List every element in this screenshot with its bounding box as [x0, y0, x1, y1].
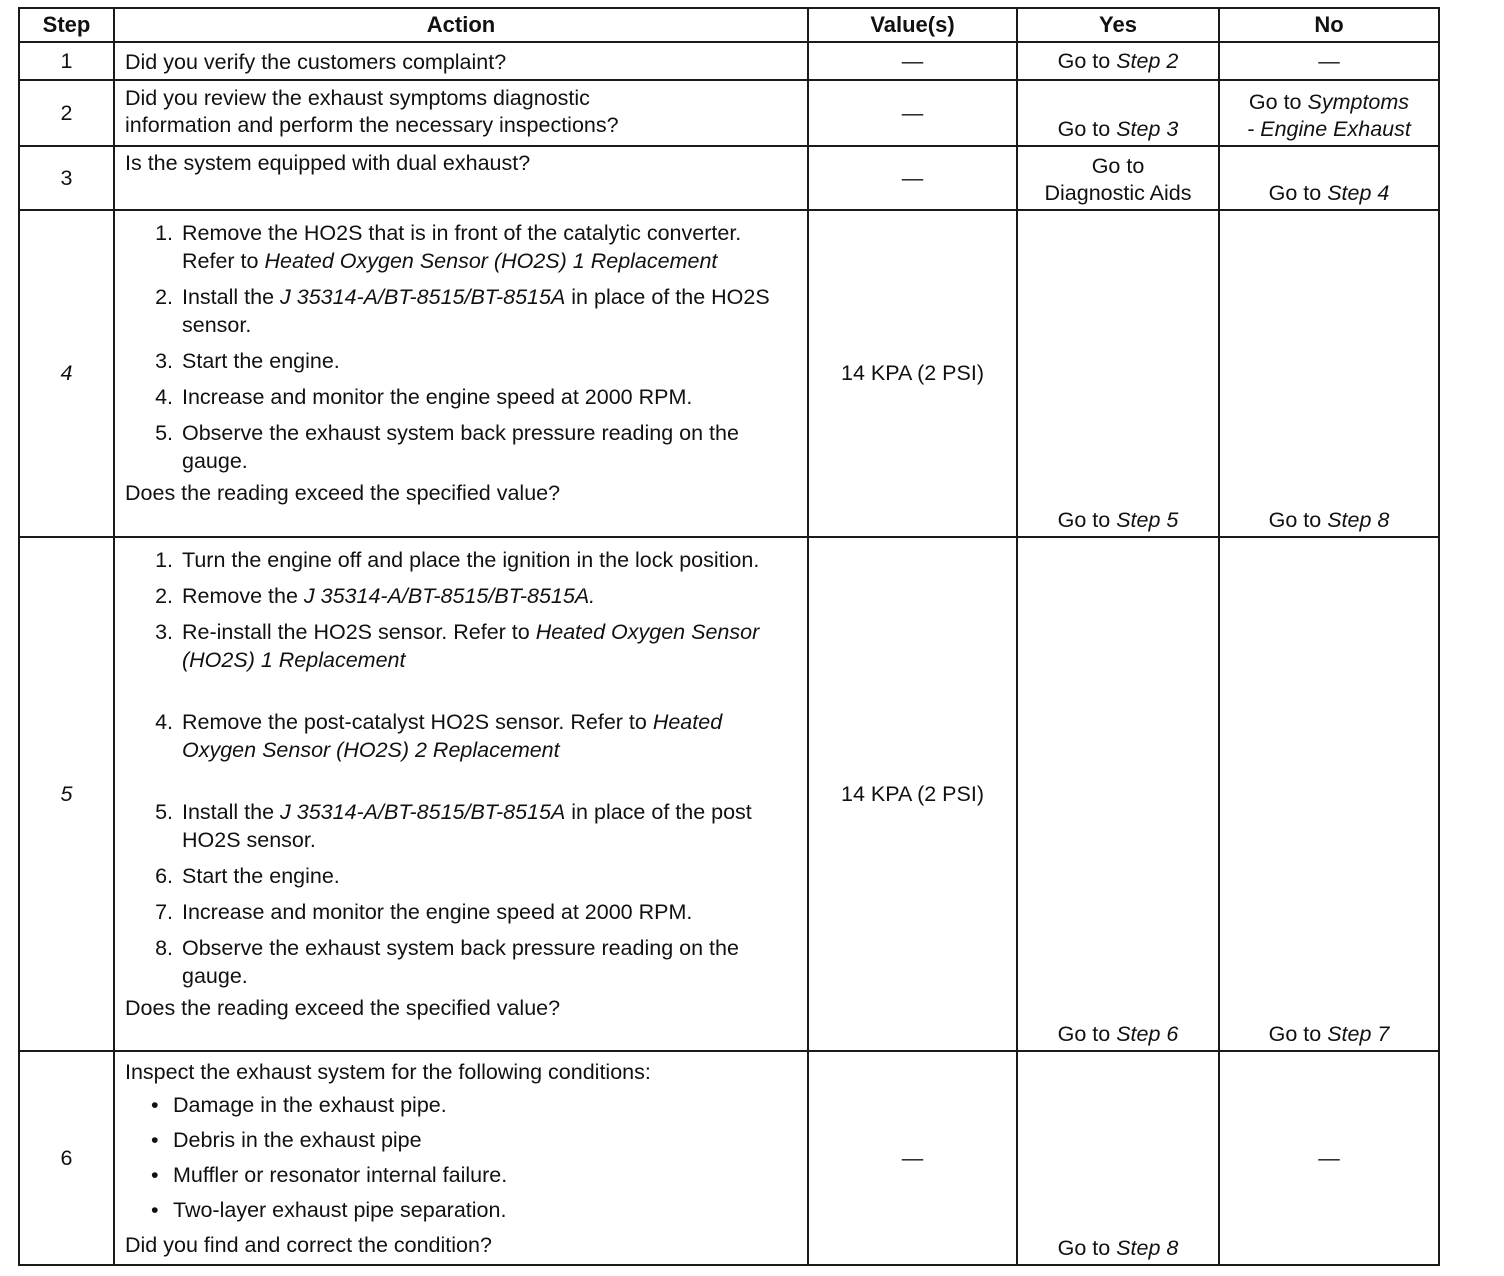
list-item: • Debris in the exhaust pipe: [173, 1123, 797, 1158]
action-cell: [114, 80, 808, 146]
step-number: 1: [19, 42, 114, 80]
list-item: 7. Increase and monitor the engine speed at 2000 RPM.: [179, 898, 797, 926]
question: Did you find and correct the condition?: [125, 1233, 492, 1257]
step-link: - Engine Exhaust: [1247, 117, 1411, 141]
table-row: [19, 42, 1439, 80]
list-item: • Damage in the exhaust pipe.: [173, 1088, 797, 1123]
question-line: Did you review the exhaust symptoms diagnostic: [125, 86, 590, 110]
step-number: 3: [19, 146, 114, 210]
step-number: 6: [19, 1051, 114, 1265]
value-cell: —: [808, 80, 1017, 146]
yes-cell: Go to Step 2: [1017, 42, 1219, 80]
list-item: • Two-layer exhaust pipe separation.: [173, 1193, 797, 1228]
no-cell: —: [1219, 1051, 1439, 1265]
value-cell: —: [808, 42, 1017, 80]
diagnostic-table: [18, 7, 1440, 1266]
step-link: Step 6: [1116, 1022, 1179, 1046]
action-cell: [114, 1051, 808, 1265]
no-cell: Go to Step 7: [1219, 537, 1439, 1051]
question: Is the system equipped with dual exhaust?: [125, 151, 531, 175]
value-cell: 14 KPA (2 PSI): [808, 537, 1017, 1051]
yes-cell: Go to Step 6: [1017, 537, 1219, 1051]
question-line: information and perform the necessary inspections?: [125, 113, 619, 137]
step-number: 5: [19, 537, 114, 1051]
value-cell: —: [808, 1051, 1017, 1265]
no-cell: Go to Step 4: [1219, 146, 1439, 210]
no-cell: —: [1219, 42, 1439, 80]
header-row: [19, 8, 1439, 42]
inspect-intro: Inspect the exhaust system for the following conditions:: [125, 1060, 651, 1084]
table-row: [19, 210, 1439, 537]
no-cell: Go to Step 8: [1219, 210, 1439, 537]
yes-cell: Go to Diagnostic Aids: [1017, 146, 1219, 210]
action-cell: [114, 146, 808, 210]
list-item: 6. Start the engine.: [179, 862, 797, 890]
table-row: [19, 1051, 1439, 1265]
header-yes: Yes: [1017, 8, 1219, 42]
action-steps: [125, 546, 797, 990]
list-item: 4. Remove the post-catalyst HO2S sensor. Refer to Heated Oxygen Sensor (HO2S) 2 Replacement: [179, 708, 797, 764]
question: Did you verify the customers complaint?: [125, 50, 507, 74]
no-cell: Go to Symptoms - Engine Exhaust: [1219, 80, 1439, 146]
yes-cell: Go to Step 8: [1017, 1051, 1219, 1265]
list-item: 3. Start the engine.: [179, 347, 797, 375]
yes-cell: Go to Step 3: [1017, 80, 1219, 146]
list-item: 2. Remove the J 35314-A/BT-8515/BT-8515A.: [179, 582, 797, 610]
action-cell: [114, 42, 808, 80]
list-item: 1. Remove the HO2S that is in front of the catalytic converter. Refer to Heated Oxygen Sensor (HO2S) 1 Replacement: [179, 219, 797, 275]
table-row: [19, 537, 1439, 1051]
list-item: • Muffler or resonator internal failure.: [173, 1158, 797, 1193]
header-values: Value(s): [808, 8, 1017, 42]
step-link: Step 3: [1116, 117, 1179, 141]
step-link: Step 7: [1327, 1022, 1390, 1046]
step-number: 4: [19, 210, 114, 537]
header-step: Step: [19, 8, 114, 42]
step-link: Symptoms: [1307, 90, 1410, 114]
tool-name: J 35314-A/BT-8515/BT-8515A: [280, 800, 566, 824]
question: Does the reading exceed the specified value?: [125, 481, 561, 505]
header-action: Action: [114, 8, 808, 42]
list-item: 2. Install the J 35314-A/BT-8515/BT-8515A in place of the HO2S sensor.: [179, 283, 797, 339]
step-number: 2: [19, 80, 114, 146]
step-link: Step 2: [1116, 48, 1179, 73]
action-cell: [114, 537, 808, 1051]
tool-name: J 35314-A/BT-8515/BT-8515A: [280, 285, 566, 309]
header-no: No: [1219, 8, 1439, 42]
condition-list: [125, 1088, 797, 1228]
step-link: Step 8: [1116, 1236, 1179, 1260]
table-row: [19, 146, 1439, 210]
tool-name: J 35314-A/BT-8515/BT-8515A.: [303, 584, 596, 608]
table-row: [19, 80, 1439, 146]
value-cell: —: [808, 146, 1017, 210]
step-link: Step 5: [1116, 508, 1179, 532]
action-steps: [125, 219, 797, 475]
action-cell: [114, 210, 808, 537]
list-item: 8. Observe the exhaust system back pressure reading on the gauge.: [179, 934, 797, 990]
list-item: 1. Turn the engine off and place the ignition in the lock position.: [179, 546, 797, 574]
question: Does the reading exceed the specified value?: [125, 996, 561, 1020]
list-item: 5. Install the J 35314-A/BT-8515/BT-8515A in place of the post HO2S sensor.: [179, 798, 797, 854]
list-item: 5. Observe the exhaust system back pressure reading on the gauge.: [179, 419, 797, 475]
list-item: 3. Re-install the HO2S sensor. Refer to Heated Oxygen Sensor (HO2S) 1 Replacement: [179, 618, 797, 674]
step-link: Step 4: [1327, 181, 1390, 205]
yes-cell: Go to Step 5: [1017, 210, 1219, 537]
list-item: 4. Increase and monitor the engine speed at 2000 RPM.: [179, 383, 797, 411]
step-link: Step 8: [1327, 508, 1390, 532]
value-cell: 14 KPA (2 PSI): [808, 210, 1017, 537]
